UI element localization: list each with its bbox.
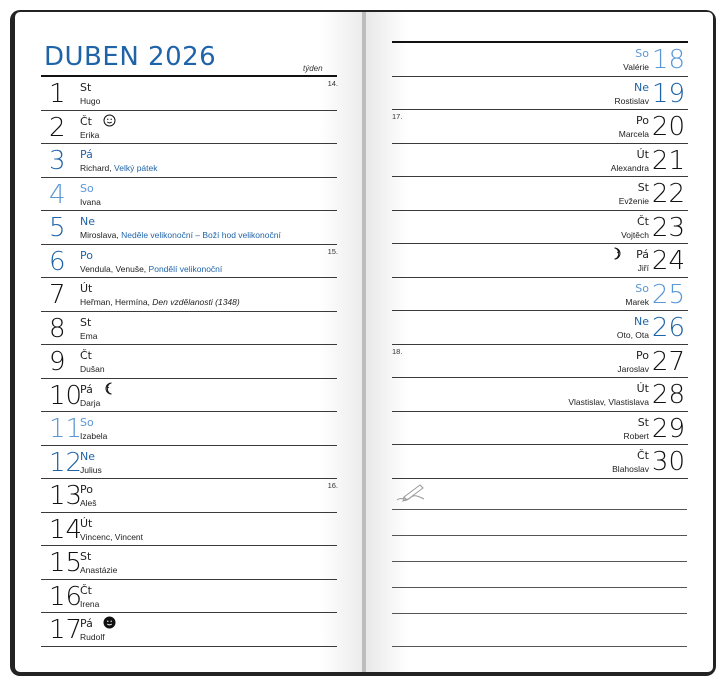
day-row[interactable] <box>15 312 362 345</box>
name-day <box>621 230 649 240</box>
name-day <box>625 297 649 307</box>
day-number: 7 <box>49 280 66 310</box>
day-row[interactable] <box>15 345 362 378</box>
day-of-week: St <box>80 550 92 563</box>
day-number: 26 <box>651 313 685 343</box>
day-divider <box>392 478 688 479</box>
name-day <box>80 197 101 207</box>
memorial-label: Den vzdělanosti (1348) <box>152 297 240 307</box>
day-number: 24 <box>651 246 685 276</box>
name-day-names: Blahoslav <box>612 464 649 474</box>
notes-line[interactable] <box>392 561 687 562</box>
day-of-week: So <box>635 47 649 60</box>
name-day-names: Robert <box>623 430 649 441</box>
day-of-week: Út <box>80 516 93 530</box>
day-row[interactable] <box>366 445 713 478</box>
day-of-week: So <box>80 181 94 195</box>
name-day <box>80 96 100 106</box>
full-moon-icon <box>103 114 116 132</box>
day-row[interactable] <box>15 245 362 278</box>
day-number: 14 <box>49 514 83 545</box>
day-of-week: St <box>80 315 92 329</box>
day-number: 6 <box>49 246 66 277</box>
name-day-names: Ivana <box>80 196 101 207</box>
name-day <box>611 163 649 173</box>
week-number: 15. <box>327 246 338 256</box>
name-day <box>617 330 649 340</box>
day-of-week: Po <box>636 114 649 127</box>
name-day <box>80 331 97 341</box>
day-row[interactable] <box>15 446 362 479</box>
name-day-names: Heřman, Hermína, <box>80 297 150 307</box>
day-of-week: Út <box>80 282 93 295</box>
notes-bottom-rule <box>392 646 687 647</box>
right-page <box>366 12 713 672</box>
day-number: 28 <box>651 380 685 410</box>
name-day-names: Marek <box>625 296 649 307</box>
month-title: DUBEN 2026 <box>44 42 217 72</box>
week-number: 14. <box>327 79 338 88</box>
day-number: 17 <box>49 615 83 645</box>
day-number: 20 <box>651 112 685 142</box>
day-number: 18 <box>651 45 685 75</box>
day-number: 3 <box>49 146 66 176</box>
day-row[interactable] <box>15 77 362 110</box>
first-quarter-moon-icon <box>610 247 623 265</box>
day-of-week: St <box>637 181 649 194</box>
name-day-names: Vincenc, Vincent <box>80 531 144 542</box>
name-day-names: Darja <box>80 397 101 408</box>
name-day <box>623 62 649 72</box>
holiday-label: Velký pátek <box>114 163 158 173</box>
name-day <box>638 263 649 273</box>
day-of-week: Ne <box>80 215 95 228</box>
day-row[interactable] <box>366 177 713 210</box>
day-row[interactable] <box>15 546 362 579</box>
holiday-label: Neděle velikonoční – Boží hod velikonoční <box>121 230 281 240</box>
day-row[interactable] <box>366 311 713 344</box>
day-of-week: Ne <box>634 80 649 94</box>
name-day <box>619 196 649 206</box>
name-day <box>80 264 222 274</box>
name-day-names: Julius <box>80 464 102 475</box>
name-day-names: Vojtěch <box>621 229 649 240</box>
name-day <box>80 130 99 140</box>
day-row[interactable] <box>366 345 713 378</box>
name-day-names: Vendula, Venuše, <box>80 263 147 274</box>
day-divider <box>41 646 337 647</box>
name-day <box>568 397 649 407</box>
day-of-week: Pá <box>80 148 93 161</box>
day-of-week: So <box>635 281 649 295</box>
day-row[interactable] <box>15 513 362 546</box>
name-day-names: Irena <box>80 598 100 609</box>
day-row[interactable] <box>366 278 713 311</box>
day-row[interactable] <box>15 580 362 613</box>
name-day-names: Oto, Ota <box>616 330 649 340</box>
day-of-week: Út <box>636 147 649 161</box>
name-day-names: Dušan <box>80 364 105 374</box>
day-number: 9 <box>49 347 66 377</box>
last-quarter-moon-icon <box>103 382 116 400</box>
week-number: 18. <box>392 346 403 356</box>
name-day <box>80 498 97 508</box>
name-day-names: Izabela <box>80 431 108 441</box>
name-day-names: Erika <box>80 129 100 140</box>
day-number: 30 <box>651 447 685 477</box>
holiday-label: Pondělí velikonoční <box>148 263 223 274</box>
day-row[interactable] <box>366 412 713 445</box>
name-day <box>80 532 143 542</box>
day-row[interactable] <box>15 412 362 445</box>
day-number: 22 <box>651 179 685 209</box>
day-number: 19 <box>651 78 685 109</box>
pen-writing-icon <box>394 482 428 504</box>
name-day <box>615 96 649 106</box>
day-row[interactable] <box>366 244 713 277</box>
day-of-week: Pá <box>80 382 93 396</box>
day-row[interactable] <box>15 111 362 144</box>
name-day-names: Hugo <box>80 96 101 106</box>
day-number: 16 <box>49 581 83 612</box>
day-number: 11 <box>49 414 83 444</box>
day-of-week: Pá <box>636 248 649 261</box>
day-of-week: Po <box>80 248 93 262</box>
name-day <box>80 364 105 374</box>
name-day <box>619 129 649 139</box>
name-day <box>612 464 649 474</box>
day-of-week: Ne <box>80 449 95 463</box>
name-day-names: Jaroslav <box>617 363 649 374</box>
week-number: 16. <box>327 481 338 490</box>
day-of-week: Út <box>636 382 649 395</box>
day-of-week: Po <box>636 348 649 362</box>
notes-line[interactable] <box>392 613 687 614</box>
day-row[interactable] <box>366 211 713 244</box>
notes-line[interactable] <box>392 509 687 510</box>
day-row[interactable] <box>366 378 713 411</box>
day-row[interactable] <box>15 278 362 311</box>
day-of-week: Čt <box>80 114 92 128</box>
name-day <box>80 465 102 475</box>
day-row[interactable] <box>15 613 362 646</box>
name-day <box>80 632 105 642</box>
day-number: 29 <box>651 413 685 444</box>
name-day <box>80 230 281 240</box>
day-of-week: Pá <box>80 617 93 630</box>
day-number: 5 <box>49 213 66 243</box>
name-day-names: Alexandra <box>610 162 649 173</box>
name-day-names: Vlastislav, Vlastislava <box>568 397 649 407</box>
name-day <box>623 431 649 441</box>
name-day-names: Valérie <box>623 62 649 72</box>
name-day-names: Miroslava, <box>80 230 119 240</box>
name-day-names: Aleš <box>80 498 97 508</box>
name-day-names: Marcela <box>618 129 649 139</box>
name-day-names: Evženie <box>618 196 649 206</box>
day-row[interactable] <box>15 379 362 412</box>
day-number: 21 <box>651 145 685 176</box>
day-of-week: So <box>80 416 94 429</box>
day-of-week: Čt <box>80 583 92 597</box>
day-row[interactable] <box>366 144 713 177</box>
day-number: 1 <box>49 79 66 109</box>
day-number: 12 <box>49 447 83 478</box>
day-number: 10 <box>49 380 83 411</box>
name-day <box>80 431 107 441</box>
name-day <box>80 565 117 575</box>
day-of-week: Čt <box>80 349 92 362</box>
day-row[interactable] <box>15 144 362 177</box>
name-day-names: Rudolf <box>80 632 105 642</box>
day-row[interactable] <box>15 479 362 512</box>
day-row[interactable] <box>366 77 713 110</box>
day-number: 8 <box>49 313 66 344</box>
week-number: 17. <box>392 112 403 121</box>
day-of-week: Ne <box>634 315 649 328</box>
day-of-week: St <box>80 81 92 94</box>
day-number: 4 <box>49 179 66 210</box>
day-of-week: Čt <box>637 449 649 462</box>
day-number: 2 <box>49 112 66 143</box>
name-day <box>617 364 649 374</box>
left-page <box>15 12 362 672</box>
name-day-names: Richard, <box>80 163 112 173</box>
name-day <box>80 599 99 609</box>
day-number: 25 <box>651 279 685 310</box>
week-column-header: týden <box>303 64 323 73</box>
name-day <box>80 297 240 307</box>
day-number: 15 <box>49 548 83 578</box>
name-day-names: Jiří <box>637 263 649 273</box>
day-number: 23 <box>651 212 685 243</box>
name-day-names: Ema <box>80 330 98 341</box>
day-row[interactable] <box>15 178 362 211</box>
day-row[interactable] <box>366 43 713 76</box>
day-number: 27 <box>651 346 685 377</box>
notes-line[interactable] <box>392 587 687 588</box>
day-number: 13 <box>49 481 83 511</box>
day-row[interactable] <box>15 211 362 244</box>
name-day <box>80 398 100 408</box>
notes-line[interactable] <box>392 535 687 536</box>
day-row[interactable] <box>366 110 713 143</box>
day-of-week: Čt <box>637 214 649 228</box>
day-of-week: St <box>637 415 649 429</box>
name-day-names: Anastázie <box>80 565 118 575</box>
name-day-names: Rostislav <box>614 95 649 106</box>
day-of-week: Po <box>80 483 93 496</box>
name-day <box>80 163 158 173</box>
